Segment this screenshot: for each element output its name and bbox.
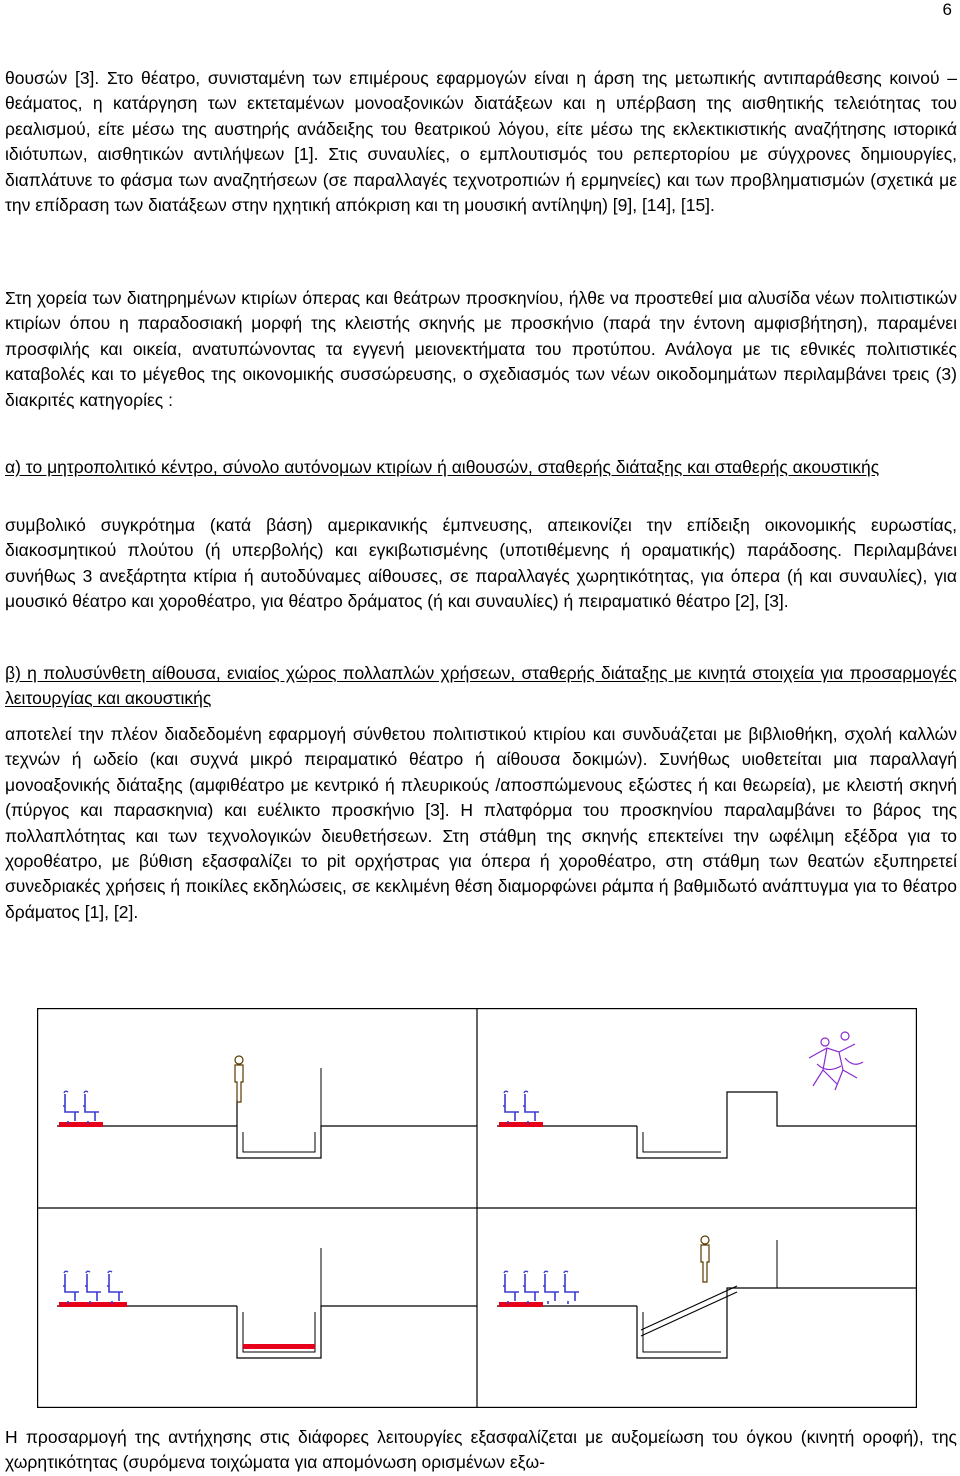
paragraph-text: Η προσαρμογή της αντήχησης στις διάφορες λειτουργίες εξασφαλίζεται με αυξομείωση του όγκου (κινητή οροφή), της χωρητικότητας (συρόμενα τοιχώματα για απομόνωση ορισμένων εξω- xyxy=(5,1427,957,1473)
body-paragraph-1 xyxy=(5,66,957,218)
panel-raised-dance-floor xyxy=(497,1032,917,1158)
body-paragraph-2 xyxy=(5,286,957,413)
panel-inclined-ramp xyxy=(497,1236,917,1358)
paragraph-text: Στη χορεία των διατηρημένων κτιρίων όπερας και θεάτρων προσκηνίου, ήλθε να προστεθεί μια αλυσίδα νέων πολιτιστικών κτιρίων όπου η παραδοσιακή μορφή της κλειστής σκηνής με προσκήνιο (παρά την έντονη αμφισβήτηση), παραμένει προσφιλής και οικεία, ανατυπώνοντας τα εγγενή μειονεκτήματα του προτύπου. Ανάλογα με τις εθνικές πολιτιστικές καταβολές και το μέγεθος της οικονομικής συσσώρευσης, ο σχεδιασμός των νέων οικοδομημάτων περιλαμβάνει τρεις (3) διακριτές κατηγορίες : xyxy=(5,288,957,410)
stage-configuration-figure xyxy=(37,1008,917,1408)
dancers-icon xyxy=(809,1032,863,1090)
paragraph-text: συμβολικό συγκρότημα (κατά βάση) αμερικανικής έμπνευσης, απεικονίζει την επίδειξη οικονομικής ευρωστίας, διακοσμητικού πλούτου (ή υπερβολής) και εγκιβωτισμένης (υποτιθέμενης ή οραματικής) παράδοσης. Περιλαμβάνει συνήθως 3 ανεξάρτητα κτίρια ή αυτοδύναμες αίθουσες, σε παραλλαγές χωρητικότητας, για όπερα (ή και συναυλίες), για μουσικό θέατρο και χοροθέατρο, για θέατρο δράματος (ή και συναυλίες) ή πειραματικό θέατρο [2], [3]. xyxy=(5,515,957,612)
panel-stage-level xyxy=(57,1056,477,1158)
body-paragraph-5 xyxy=(5,1425,957,1476)
category-heading-a xyxy=(5,455,957,480)
paragraph-text: θουσών [3]. Στο θέατρο, συνισταμένη των επιμέρους εφαρμογών είναι η άρση της μετωπικής αντιπαράθεσης κοινού – θεάματος, η κατάργηση των εκτεταμένων μονοαξονικών διατάξεων και η υπέρβαση της αισθητικής τελειότητας του ρεαλισμού, είτε μέσω της αυστηρής ανάδειξης του θεατρικού λόγου, είτε μέσω της εκλεκτικιστικής αναζήτησης ιστορικά ιδιότυπων, αισθητικών αντιλήψεων [1]. Στις συναυλίες, ο εμπλουτισμός του ρεπερτορίου με σύγχρονες δημιουργίες, διαπλάτυνε το φάσμα των αναζητήσεων (σε παραλλαγές τεχνοτροπιών ή ερμηνείες) και των προβληματισμών (σχετικά με την επίδραση των διατάξεων στην ηχητική απόκριση και τη μουσική αντίληψη) [9], [14], [15]. xyxy=(5,68,957,216)
category-heading-b xyxy=(5,661,957,712)
body-paragraph-3 xyxy=(5,513,957,615)
body-paragraph-4 xyxy=(5,722,957,925)
paragraph-text: αποτελεί την πλέον διαδεδομένη εφαρμογή σύνθετου πολιτιστικού κτιρίου και συνδυάζεται με βιβλιοθήκη, σχολή καλλών τεχνών ή ωδείο (και συχνά μικρό πειραματικό θέατρο ή αίθουσα δοκιμών). Συνήθως υιοθετείται μια παραλλαγή μονοαξονικής διάταξης (αμφιθέατρο με κεντρικό ή πλευρικούς /αποσπώμενους εξώστες ή και θεωρεία), με κλειστή σκηνή (πύργος και παρασκηνια) και ευέλικτο προσκήνιο [3]. Η πλατφόρμα του προσκηνίου παραλαμβάνει το βάρος της πολλαπλότητας και των τεχνολογικών διευθετήσεων. Στη στάθμη της σκηνής επεκτείνει την ωφέλιμη εξέδρα για το χοροθέατρο, με βύθιση εξασφαλίζει το pit ορχήστρας για όπερα ή χοροθέατρο, στη στάθμη των θεατών εξυπηρετεί συνεδριακές χρήσεις ή ποικίλες εκδηλώσεις, σε κεκλιμένη θέση διαμορφώνει ράμπα ή βαθμιδωτό ανάπτυγμα για το θέατρο δράματος [1], [2]. xyxy=(5,724,957,922)
heading-text: α) το μητροπολιτικό κέντρο, σύνολο αυτόνομων κτιρίων ή αιθουσών, σταθερής διάταξης και σταθερής ακουστικής xyxy=(5,457,880,477)
heading-text: β) η πολυσύνθετη αίθουσα, ενιαίος χώρος πολλαπλών χρήσεων, σταθερής διάταξης με κινητά στοιχεία για προσαρμογές λειτουργίας και ακουστικής xyxy=(5,663,957,709)
panel-orchestra-pit xyxy=(57,1248,477,1358)
page-number: 6 xyxy=(942,0,952,19)
